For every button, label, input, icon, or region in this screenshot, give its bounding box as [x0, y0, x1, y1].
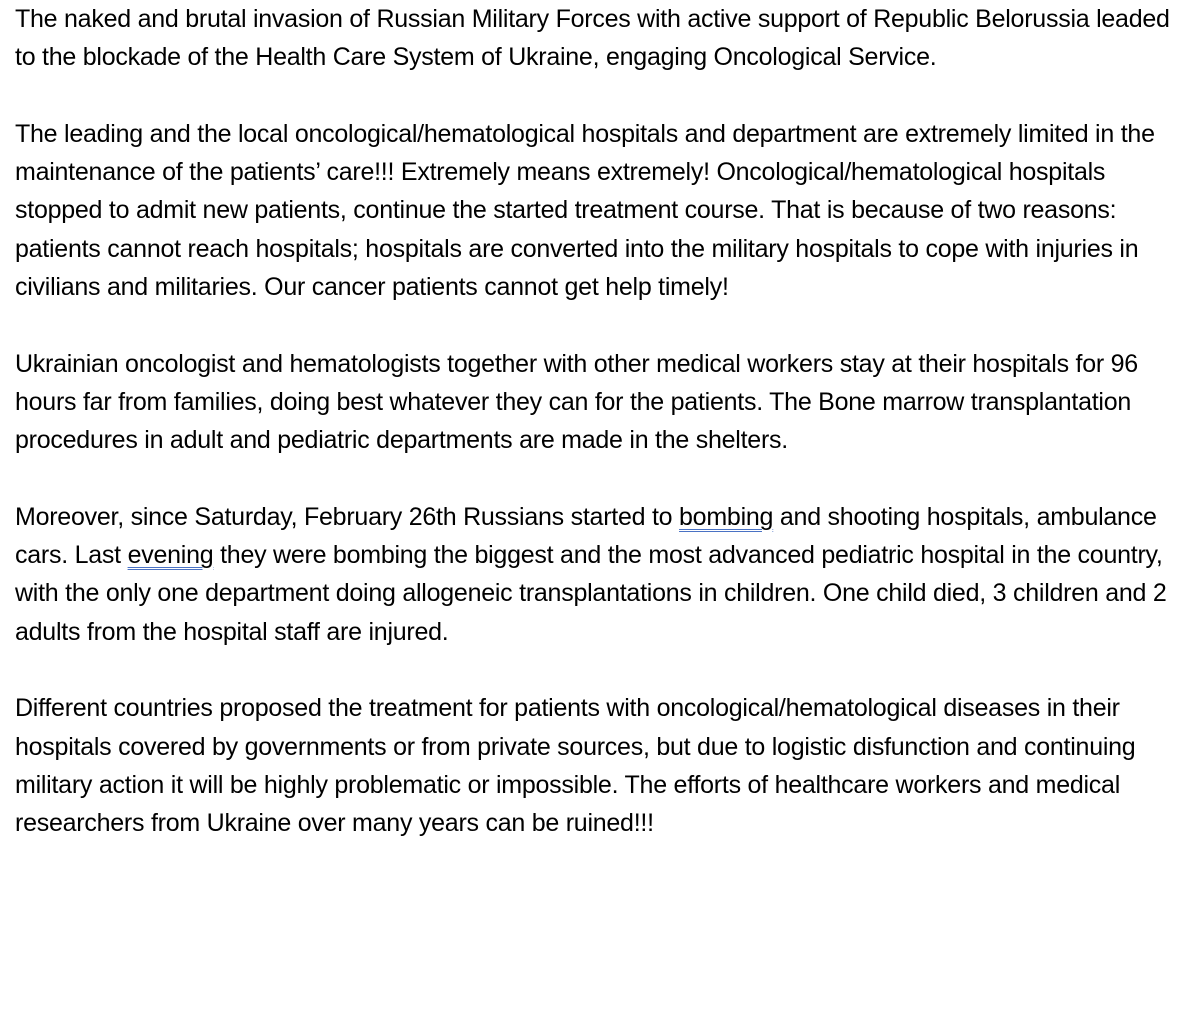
grammar-flagged-word[interactable]: bombing	[679, 502, 774, 531]
paragraph-international-help: Different countries proposed the treatment for patients with oncological/hematological diseases in their hospitals covered by governments or from private sources, but due to logistic disfunction and continuing military action it will be highly problematic or impossible. The efforts of healthcare workers and medical researchers from Ukraine over many years can be ruined!!!	[15, 694, 1136, 838]
bombing-text-segment: they were bombing the biggest and the most advanced pediatric hospital in the country, with the only one department doing allogeneic transplantations in children. One child died, 3 children and 2 adults from the hospital staff are injured.	[15, 541, 1167, 646]
grammar-flagged-word[interactable]: evening	[127, 541, 214, 570]
paragraph-hospital-limitations: The leading and the local oncological/hematological hospitals and department are extremely limited in the maintenance of the patients’ care!!! Extremely means extremely! Oncological/hematological hospitals stopped to admit new patients, continue the started treatment course. That is because of two reasons: patients cannot reach hospitals; hospitals are converted into the military hospitals to cope with injuries in civilians and militaries. Our cancer patients cannot get help timely!	[15, 119, 1155, 302]
paragraph-bombing	[15, 498, 1192, 651]
paragraph-medical-workers: Ukrainian oncologist and hematologists together with other medical workers stay at their hospitals for 96 hours far from families, doing best whatever they can for the patients. The Bone marrow transplantation procedures in adult and pediatric departments are made in the shelters.	[15, 349, 1138, 455]
bombing-text-segment: and shooting hospitals, ambulance cars. Last	[15, 502, 1157, 570]
bombing-text-segment: Moreover, since Saturday, February 26th Russians started to	[15, 502, 680, 531]
paragraph-invasion: The naked and brutal invasion of Russian Military Forces with active support of Republic Belorussia leaded to the blockade of the Health Care System of Ukraine, engaging Oncological Service.	[15, 5, 1170, 72]
